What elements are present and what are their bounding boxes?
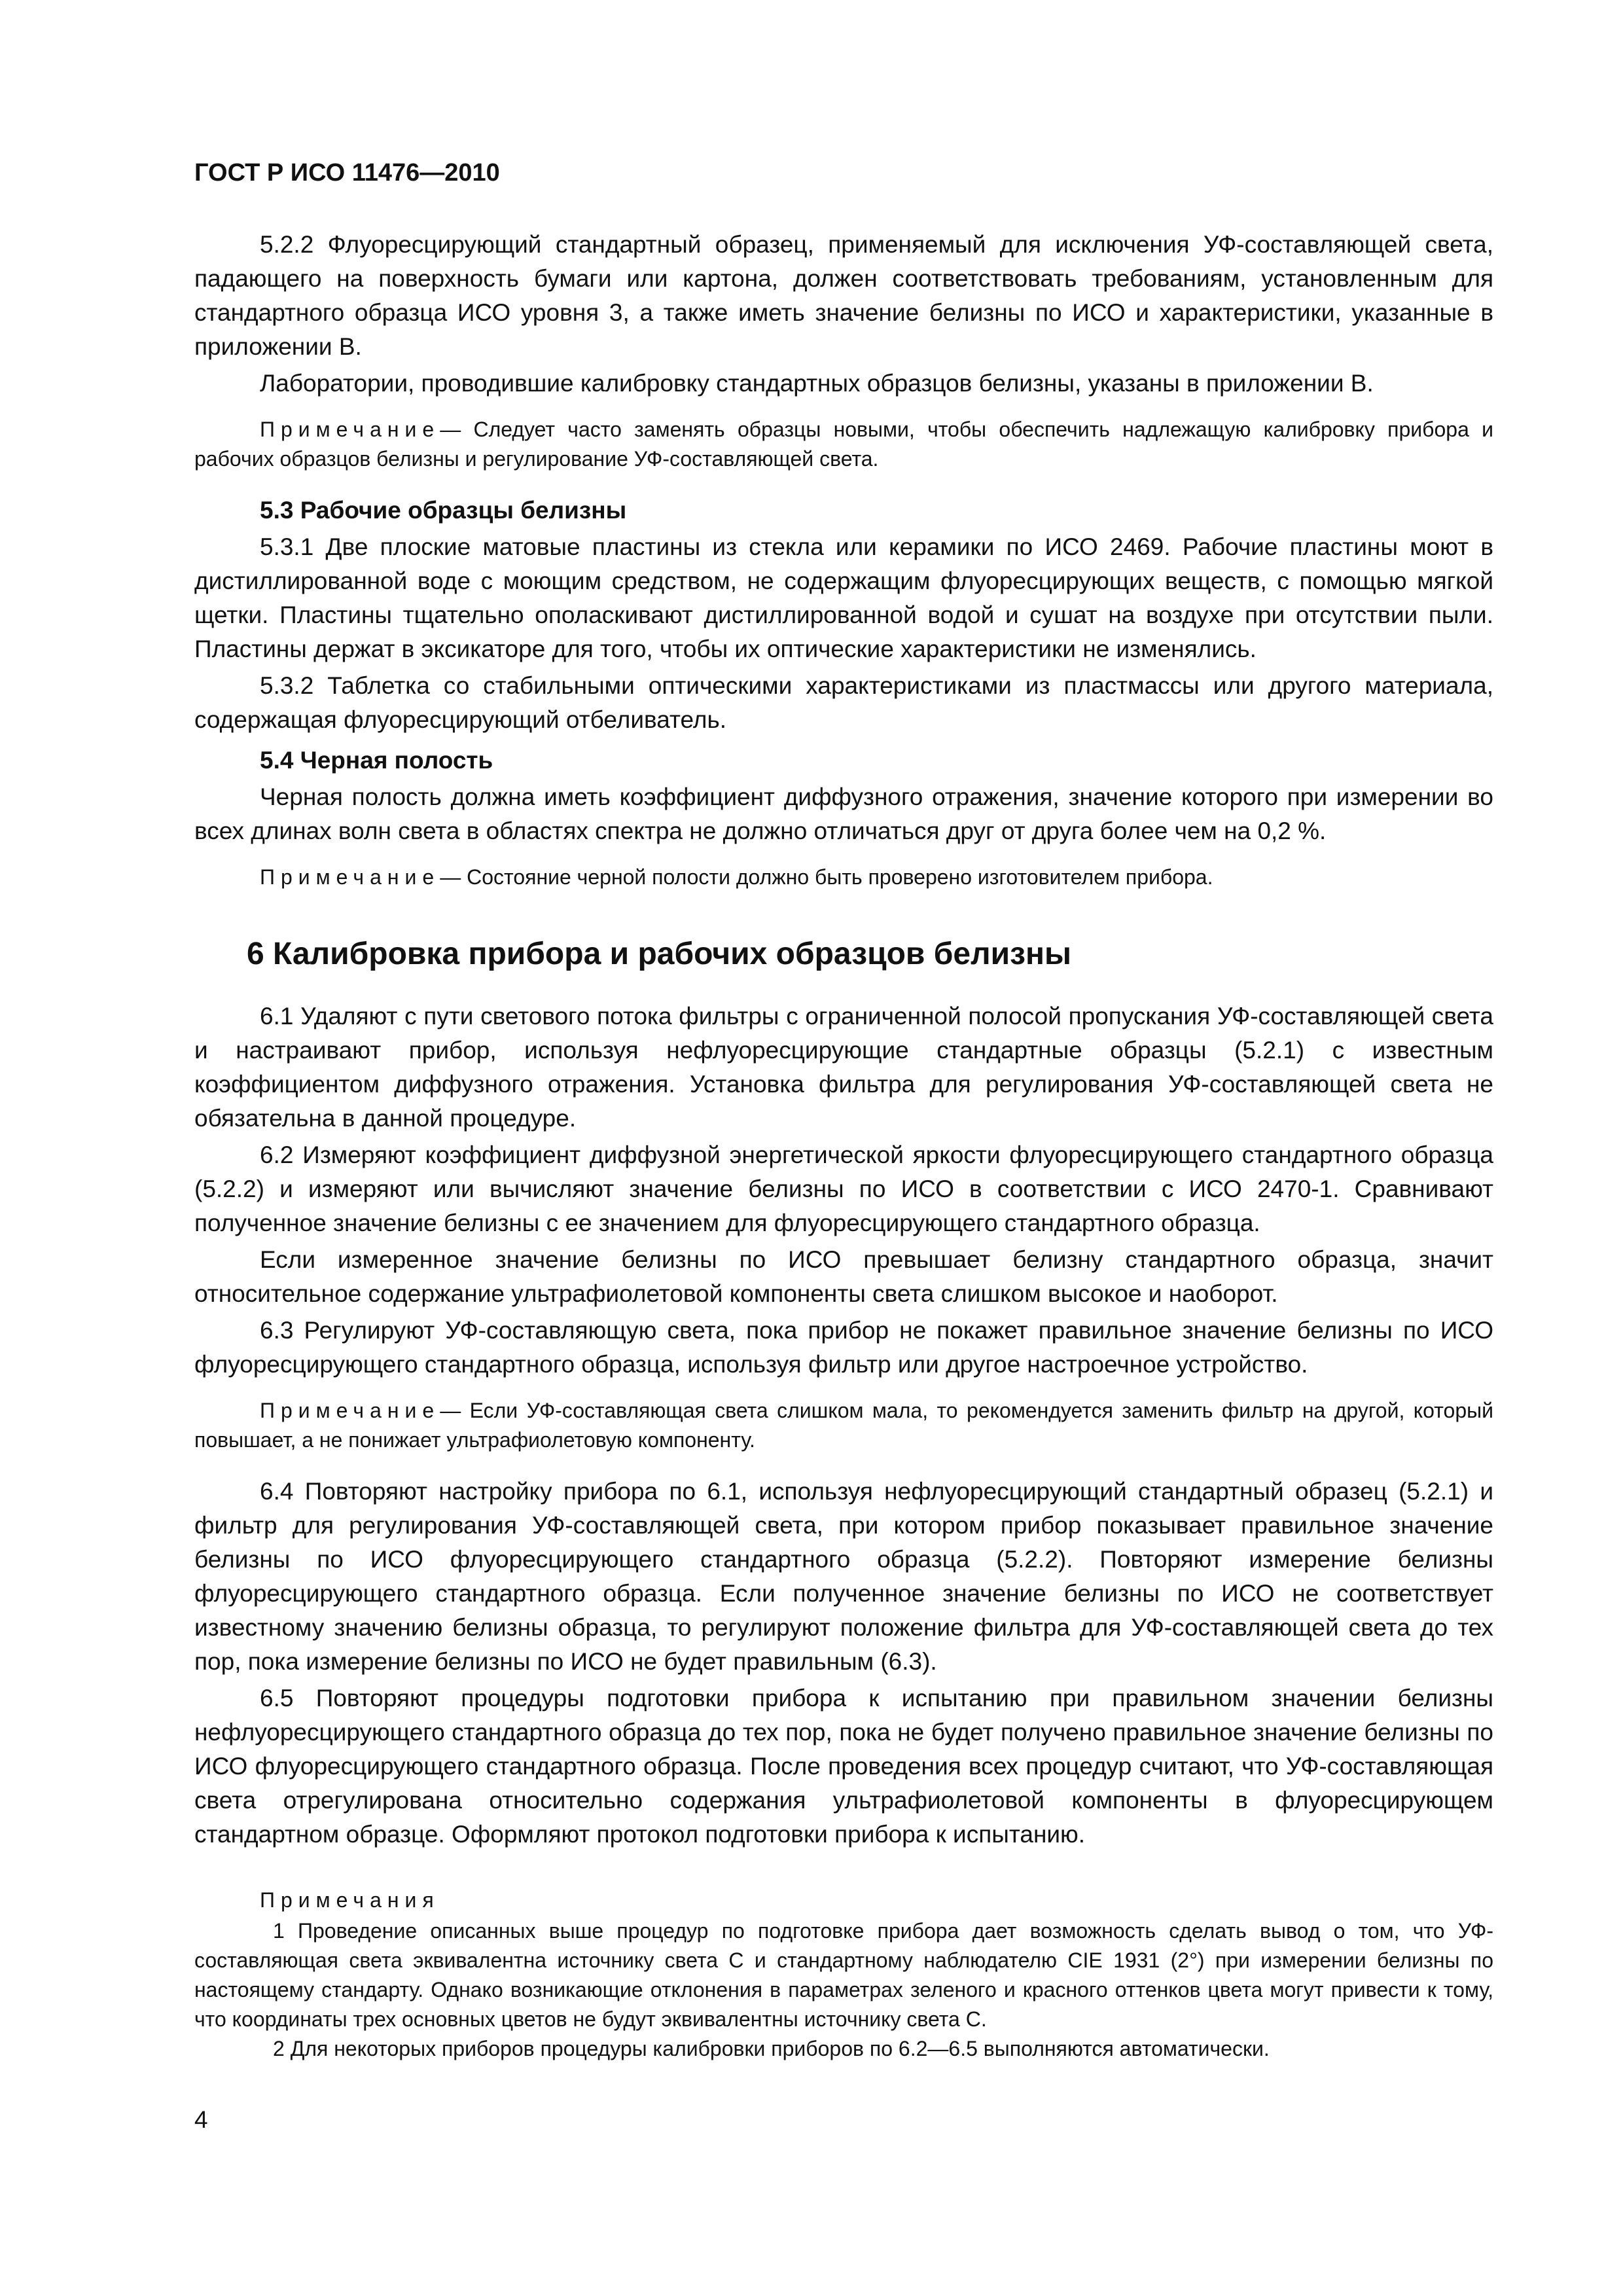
note-text: — Состояние черной полости должно быть проверено изготовителем прибора. bbox=[440, 865, 1213, 889]
footnote-1: 1 Проведение описанных выше процедур по подготовке прибора дает возможность сделать вывод о том, что УФ-составляющая света эквивалентна источнику света С и стандартному наблюдателю CIE 1931 (2°) при измерении белизны по настоящему стандарту. Однако возникающие отклонения в параметрах зеленого и красного оттенков цвета могут привести к тому, что координаты трех основных цветов не будут эквивалентны источнику света С. bbox=[194, 1919, 1493, 2031]
note-label: Примечание bbox=[260, 418, 440, 441]
section-heading-5-4: 5.4 Черная полость bbox=[260, 747, 493, 774]
note-5-4 bbox=[194, 863, 1493, 892]
paragraph-6-4: 6.4 Повторяют настройку прибора по 6.1, используя нефлуоресцирующий стандартный образец (5.2.1) и фильтр для регулирования УФ-составляющей света, при котором прибор показывает правильное значение белизны по ИСО флуоресцирующего стандартного образца (5.2.2). Повторяют измерение белизны флуоресцирующего стандартного образца. Если полученное значение белизны по ИСО не соответствует известному значению белизны образца, то регулируют положение фильтра для УФ-составляющей света до тех пор, пока измерение белизны по ИСО не будет правильным (6.3). bbox=[194, 1478, 1493, 1675]
note-5-2 bbox=[194, 415, 1493, 474]
footnote-2: 2 Для некоторых приборов процедуры калибровки приборов по 6.2—6.5 выполняются автоматически. bbox=[273, 2037, 1270, 2060]
note-label: Примечание bbox=[260, 865, 440, 889]
paragraph-5-3-2: 5.3.2 Таблетка со стабильными оптическими характеристиками из пластмассы или другого материала, содержащая флуоресцирующий отбеливатель. bbox=[194, 672, 1493, 733]
page-content bbox=[194, 157, 1493, 2064]
paragraph-6-2: 6.2 Измеряют коэффициент диффузной энергетической яркости флуоресцирующего стандартного образца (5.2.2) и измеряют или вычисляют значение белизны по ИСО в соответствии с ИСО 2470-1. Сравнивают полученное значение белизны с ее значением для флуоресцирующего стандартного образца. bbox=[194, 1141, 1493, 1236]
paragraph-5-4: Черная полость должна иметь коэффициент диффузного отражения, значение которого при измерении во всех длинах волн света в областях спектра не должно отличаться друг от друга более чем на 0,2 %. bbox=[194, 783, 1493, 844]
note-6-3 bbox=[194, 1396, 1493, 1455]
paragraph-5-2-2: 5.2.2 Флуоресцирующий стандартный образец, применяемый для исключения УФ-составляющей света, падающего на поверхность бумаги или картона, должен соответствовать требованиям, установленным для стандартного образца ИСО уровня 3, а также иметь значение белизны по ИСО и характеристики, указанные в приложении В. bbox=[194, 231, 1493, 360]
paragraph-6-5: 6.5 Повторяют процедуры подготовки прибора к испытанию при правильном значении белизны нефлуоресцирующего стандартного образца до тех пор, пока не будет получено правильное значение белизны по ИСО флуоресцирующего стандартного образца. После проведения всех процедур считают, что УФ-составляющая света отрегулирована относительно содержания ультрафиолетовой компоненты в флуоресцирующем стандартном образце. Оформляют протокол подготовки прибора к испытанию. bbox=[194, 1685, 1493, 1848]
document-header: ГОСТ Р ИСО 11476—2010 bbox=[194, 159, 500, 187]
page-number: 4 bbox=[194, 2106, 208, 2133]
paragraph-6-1: 6.1 Удаляют с пути светового потока фильтры с ограниченной полосой пропускания УФ-составляющей света и настраивают прибор, используя нефлуоресцирующие стандартные образцы (5.2.1) с известным коэффициентом диффузного отражения. Установка фильтра для регулирования УФ-составляющей света не обязательна в данной процедуре. bbox=[194, 1003, 1493, 1132]
paragraph-5-3-1: 5.3.1 Две плоские матовые пластины из стекла или керамики по ИСО 2469. Рабочие пластины моют в дистиллированной воде с моющим средством, не содержащим флуоресцирующих веществ, с помощью мягкой щетки. Пластины тщательно ополаскивают дистиллированной водой и сушат на воздухе при отсутствии пыли. Пластины держат в эксикаторе для того, чтобы их оптические характеристики не изменялись. bbox=[194, 533, 1493, 662]
note-label: Примечание bbox=[260, 1399, 440, 1422]
notes-title: Примечания bbox=[260, 1888, 440, 1912]
paragraph-6-3: 6.3 Регулируют УФ-составляющую света, пока прибор не покажет правильное значение белизны по ИСО флуоресцирующего стандартного образца, используя фильтр или другое настроечное устройство. bbox=[194, 1317, 1493, 1378]
paragraph-5-2-2-labs: Лаборатории, проводившие калибровку стандартных образцов белизны, указаны в приложении В. bbox=[260, 370, 1374, 397]
section-heading-6: 6 Калибровка прибора и рабочих образцов белизны bbox=[247, 937, 1071, 971]
section-heading-5-3: 5.3 Рабочие образцы белизны bbox=[260, 497, 627, 524]
paragraph-6-2-continued: Если измеренное значение белизны по ИСО превышает белизну стандартного образца, значит относительное содержание ультрафиолетовой компоненты света слишком высокое и наоборот. bbox=[194, 1246, 1493, 1307]
note-text: — Следует часто заменять образцы новыми, чтобы обеспечить надлежащую калибровку прибора и рабочих образцов белизны и регулирование УФ-составляющей света. bbox=[194, 418, 1493, 471]
note-text: — Если УФ-составляющая света слишком мала, то рекомендуется заменить фильтр на другой, который повышает, а не понижает ультрафиолетовую компоненту. bbox=[194, 1399, 1493, 1452]
